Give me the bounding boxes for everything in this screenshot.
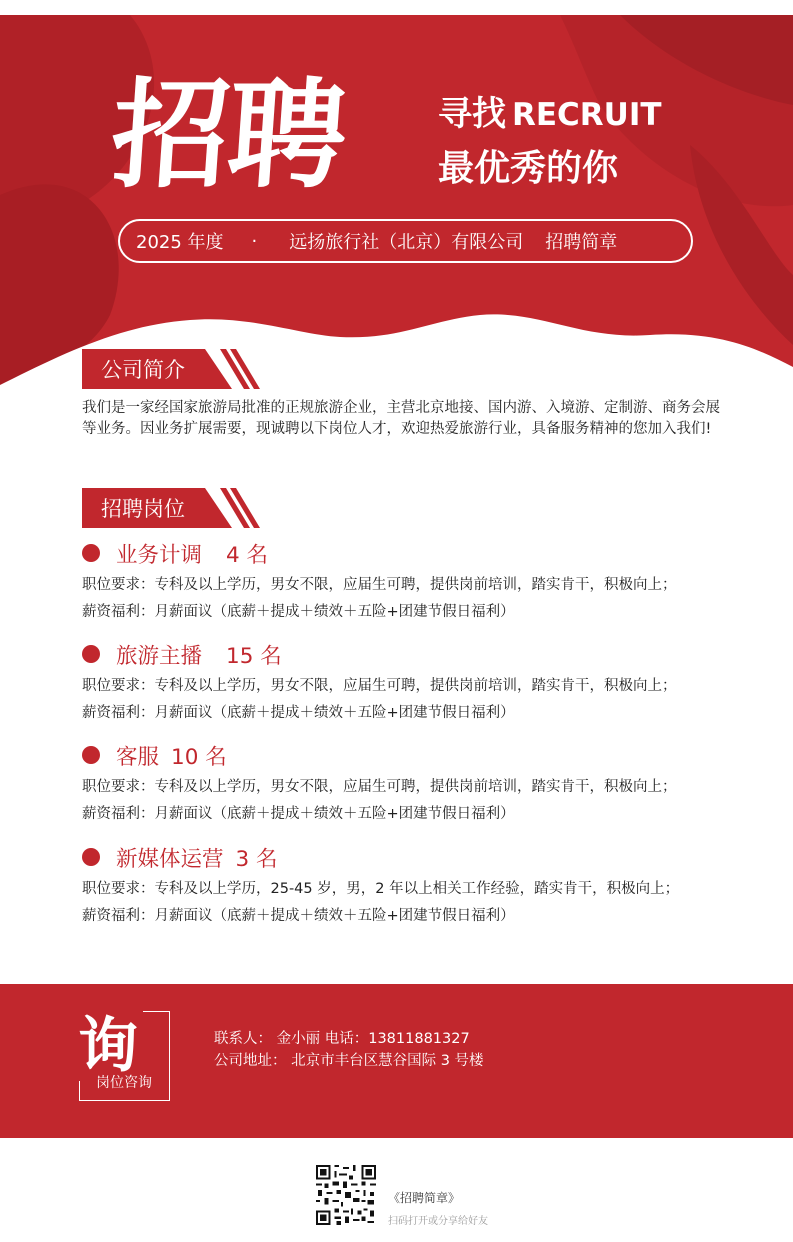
job-item [82,538,742,626]
job-item [82,842,742,930]
slogan-english: RECRUIT [512,97,662,133]
job-benefit: 薪资福利：月薪面议（底薪＋提成＋绩效＋五险+团建节假日福利） [82,705,515,721]
banner-year: 2025 年度 [136,232,224,253]
job-title: 旅游主播 [116,643,203,669]
banner-separator: · [251,230,258,252]
job-title-row [82,538,742,568]
job-requirement: 职位要求：专科及以上学历，男女不限，应届生可聘，提供岗前培训，踏实肯干，积极向上； [82,678,677,694]
section-title-positions: 招聘岗位 [101,497,185,521]
job-title-row [82,842,742,872]
job-requirement: 职位要求：专科及以上学历，男女不限，应届生可聘，提供岗前培训，踏实肯干，积极向上； [82,779,677,795]
bullet-icon [82,544,100,562]
share-hint: 扫码打开或分享给好友 [388,1216,488,1227]
bullet-icon [82,848,100,866]
consult-char: 询 [73,1001,143,1081]
banner-doc-type: 招聘简章 [545,232,618,253]
job-count: 4 名 [226,542,269,568]
consult-label: 岗位咨询 [96,1075,152,1091]
job-count: 10 名 [171,744,227,770]
share-title: 《招聘简章》 [388,1191,461,1205]
company-address: 公司地址： 北京市丰台区慧谷国际 3 号楼 [214,1053,484,1069]
header-banner [0,15,793,395]
contact-person-phone: 联系人： 金小丽 电话：13811881327 [214,1031,470,1047]
job-benefit: 薪资福利：月薪面议（底薪＋提成＋绩效＋五险+团建节假日福利） [82,806,515,822]
job-title-row [82,639,742,669]
bullet-icon [82,746,100,764]
slogan-line-1 [438,86,662,135]
job-benefit: 薪资福利：月薪面议（底薪＋提成＋绩效＋五险+团建节假日福利） [82,604,515,620]
stripe-decoration-icon [220,349,266,389]
job-count: 15 名 [226,643,282,669]
job-requirement: 职位要求：专科及以上学历，男女不限，应届生可聘，提供岗前培训，踏实肯干，积极向上； [82,577,677,593]
slogan-seek: 寻找 [438,94,506,134]
banner-company: 远扬旅行社（北京）有限公司 [289,232,524,253]
job-benefit: 薪资福利：月薪面议（底薪＋提成＋绩效＋五险+团建节假日福利） [82,908,515,924]
slogan-line-2: 最优秀的你 [438,148,619,189]
section-title-intro: 公司简介 [101,358,185,382]
job-title: 业务计调 [116,542,203,568]
job-title: 客服 [116,744,160,770]
stripe-decoration-icon [220,488,266,528]
job-count: 3 名 [235,846,278,872]
job-title-row [82,740,742,770]
bullet-icon [82,645,100,663]
job-item [82,740,742,828]
job-title: 新媒体运营 [116,846,224,872]
qr-code-icon[interactable] [316,1165,376,1225]
headline-recruit: 招聘 [107,66,349,204]
job-requirement: 职位要求：专科及以上学历，25-45 岁，男，2 年以上相关工作经验，踏实肯干，积极向上； [82,881,680,897]
job-item [82,639,742,727]
company-banner [118,219,693,263]
company-intro-text: 我们是一家经国家旅游局批准的正规旅游企业，主营北京地接、国内游、入境游、定制游、商务会展等业务。因业务扩展需要，现诚聘以下岗位人才，欢迎热爱旅游行业，具备服务精神的您加入我们! [82,400,720,437]
